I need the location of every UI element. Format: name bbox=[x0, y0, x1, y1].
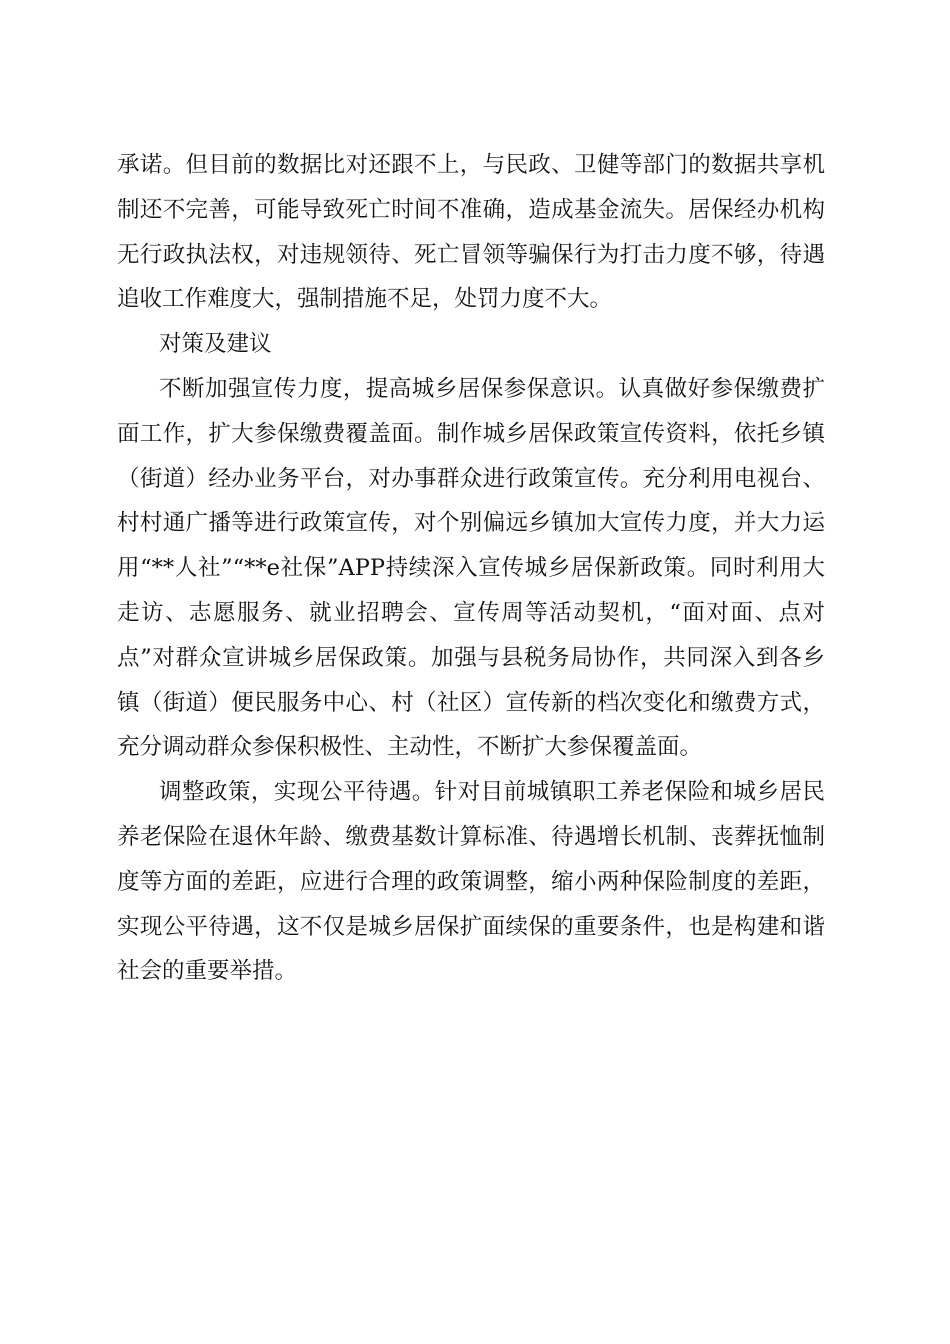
section-heading-countermeasures: 对策及建议 bbox=[159, 331, 272, 358]
document-page bbox=[117, 143, 825, 994]
paragraph-continuation: 承诺。但目前的数据比对还跟不上，与民政、卫健等部门的数据共享机制还不完善，可能导致死亡时间不准确，造成基金流失。居保经办机构无行政执法权，对违规领待、死亡冒领等骗保行为打击力度不够，待遇追收工作难度大，强制措施不足，处罚力度不大。 bbox=[117, 152, 825, 313]
paragraph-policy-adjustment: 调整政策，实现公平待遇。针对目前城镇职工养老保险和城乡居民养老保险在退休年龄、缴费基数计算标准、待遇增长机制、丧葬抚恤制度等方面的差距，应进行合理的政策调整，缩小两种保险制度的差距，实现公平待遇，这不仅是城乡居保扩面续保的重要条件，也是构建和谐社会的重要举措。 bbox=[117, 779, 825, 985]
paragraph-publicity: 不断加强宣传力度，提高城乡居保参保意识。认真做好参保缴费扩面工作，扩大参保缴费覆盖面。制作城乡居保政策宣传资料，依托乡镇（街道）经办业务平台，对办事群众进行政策宣传。充分利用电视台、村村通广播等进行政策宣传，对个别偏远乡镇加大宣传力度，并大力运用“**人社”“**e社保”APP持续深入宣传城乡居保新政策。同时利用大走访、志愿服务、就业招聘会、宣传周等活动契机，“面对面、点对点”对群众宣讲城乡居保政策。加强与县税务局协作，共同深入到各乡镇（街道）便民服务中心、村（社区）宣传新的档次变化和缴费方式，充分调动群众参保积极性、主动性，不断扩大参保覆盖面。 bbox=[117, 375, 825, 761]
